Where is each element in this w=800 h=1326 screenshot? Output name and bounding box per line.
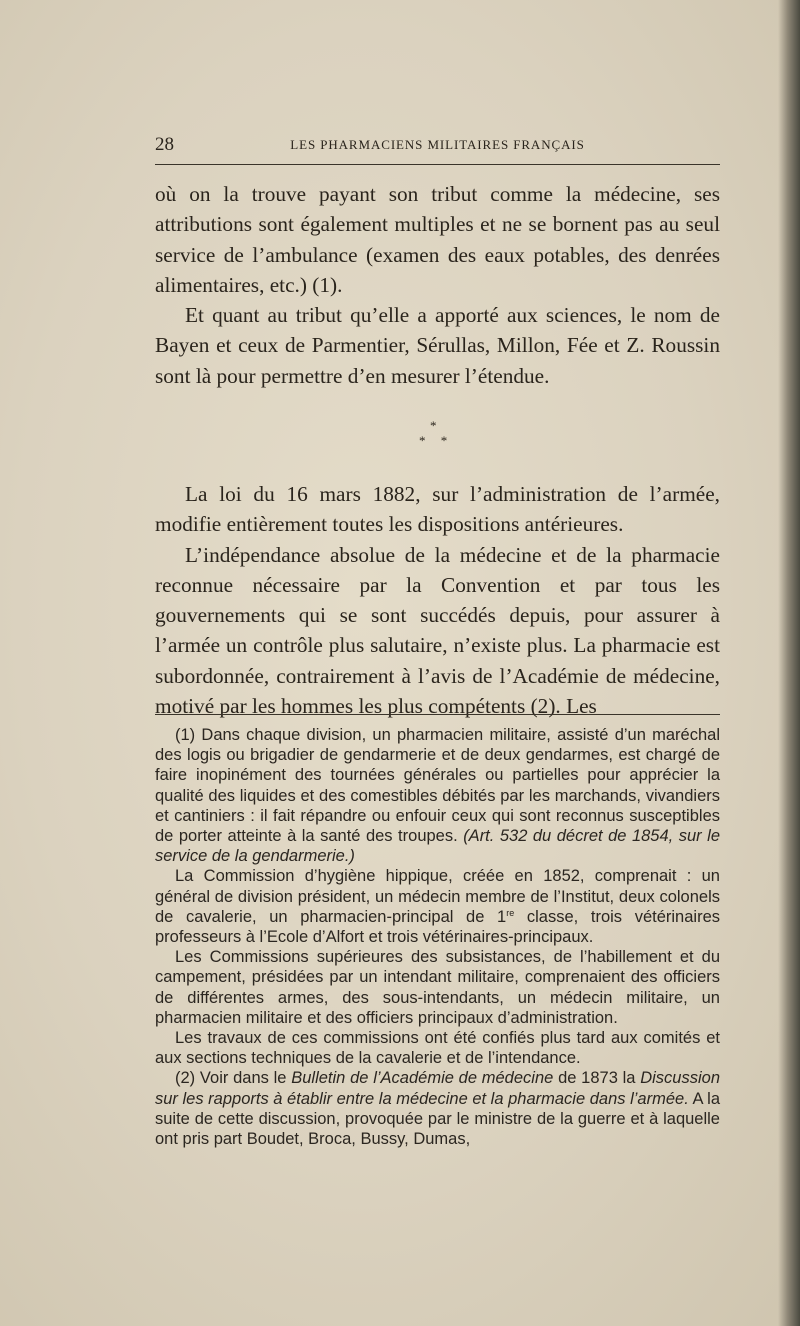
body-text-bottom — [155, 479, 720, 721]
footnotes — [155, 725, 720, 1149]
page-edge — [778, 0, 800, 1326]
hippique-text-b: classe, trois vétérinaires professeurs à l’Ecole d’Alfort et trois vétérinaires-principaux. — [155, 907, 720, 947]
footnote-2-title: Discussion sur les rapports à établir entre la médecine et la pharmacie dans l’armée. — [155, 1069, 720, 1108]
page-header — [155, 134, 720, 165]
paragraph-2: Et quant au tribut qu’elle a apporté aux sciences, le nom de Bayen et ceux de Parmentier, Sérullas, Millon, Fée et Z. Roussin sont là pour permettre d’en mesurer l’étendue. — [155, 303, 720, 388]
page-number: 28 — [155, 134, 174, 155]
footnote-1-citation: (Art. 532 du décret de 1854, sur le service de la gendarmerie.) — [155, 827, 720, 866]
paragraph-1: où on la trouve payant son tribut comme la médecine, ses attributions sont également multiples et ne se bornent pas au seul service de l’ambulance (examen des eaux potables, des denrées alimentaires, etc.) (1). — [155, 182, 720, 297]
paragraph-3: La loi du 16 mars 1882, sur l’administration de l’armée, modifie entièrement toutes les dispositions antérieures. — [155, 482, 720, 537]
footnote-1-text: (1) Dans chaque division, un pharmacien militaire, assisté d’un maréchal des logis ou brigadier de gendarmerie et de deux gendarmes, est chargé de faire inopinément des tournées générales ou partielles pour apprécier la qualité des liquides et des comestibles débités par les marchands, vivandiers et cantiniers : il fait répandre ou enfouir ceux qui sont reconnus susceptibles de porter atteinte à la santé des troupes. — [155, 726, 720, 846]
footnote-rule — [155, 714, 720, 715]
running-head: LES PHARMACIENS MILITAIRES FRANÇAIS — [290, 137, 585, 152]
body-text-top — [155, 179, 720, 391]
footnote-2-text-a: (2) Voir dans le — [175, 1069, 292, 1088]
footnote-1-hippique — [155, 866, 720, 947]
footnote-2-text-b: de 1873 la — [553, 1069, 641, 1088]
footnote-1 — [155, 725, 720, 866]
asterism-bottom: * * — [419, 433, 454, 448]
hippique-text-a: La Commission d’hygiène hippique, créée en 1852, comprenait : un général de division président, un médecin membre de l’Institut, deux colonels de cavalerie, un pharmacien-principal de 1 — [155, 867, 720, 926]
asterism-top: * — [430, 418, 437, 433]
footnote-2 — [155, 1068, 720, 1149]
footnote-2-journal: Bulletin de l’Académie de médecine — [291, 1069, 554, 1088]
footnote-1-travaux: Les travaux de ces commissions ont été confiés plus tard aux comités et aux sections techniques de la cavalerie et de l’intendance. — [155, 1029, 720, 1068]
footnote-2-text-c: A la suite de cette discussion, provoquée par le ministre de la guerre et à laquelle ont pris part Boudet, Broca, Bussy, Dumas, — [155, 1089, 720, 1149]
footnote-1-commissions: Les Commissions supérieures des subsistances, de l’habillement et du campement, présidées par un intendant militaire, comprenaient des officiers de différentes armes, des sous-intendants, un médecin militaire, un pharmacien militaire et des officiers principaux d’administration. — [155, 948, 720, 1027]
ordinal-superscript: re — [506, 907, 515, 918]
paragraph-4: L’indépendance absolue de la médecine et de la pharmacie reconnue nécessaire par la Convention et par tous les gouvernements qui se sont succédés depuis, pour assurer à l’armée un contrôle plus salutaire, n’existe plus. La pharmacie est subordonnée, contrairement à l’avis de l’Académie de médecine, motivé par les hommes les plus compétents (2). Les — [155, 542, 720, 719]
